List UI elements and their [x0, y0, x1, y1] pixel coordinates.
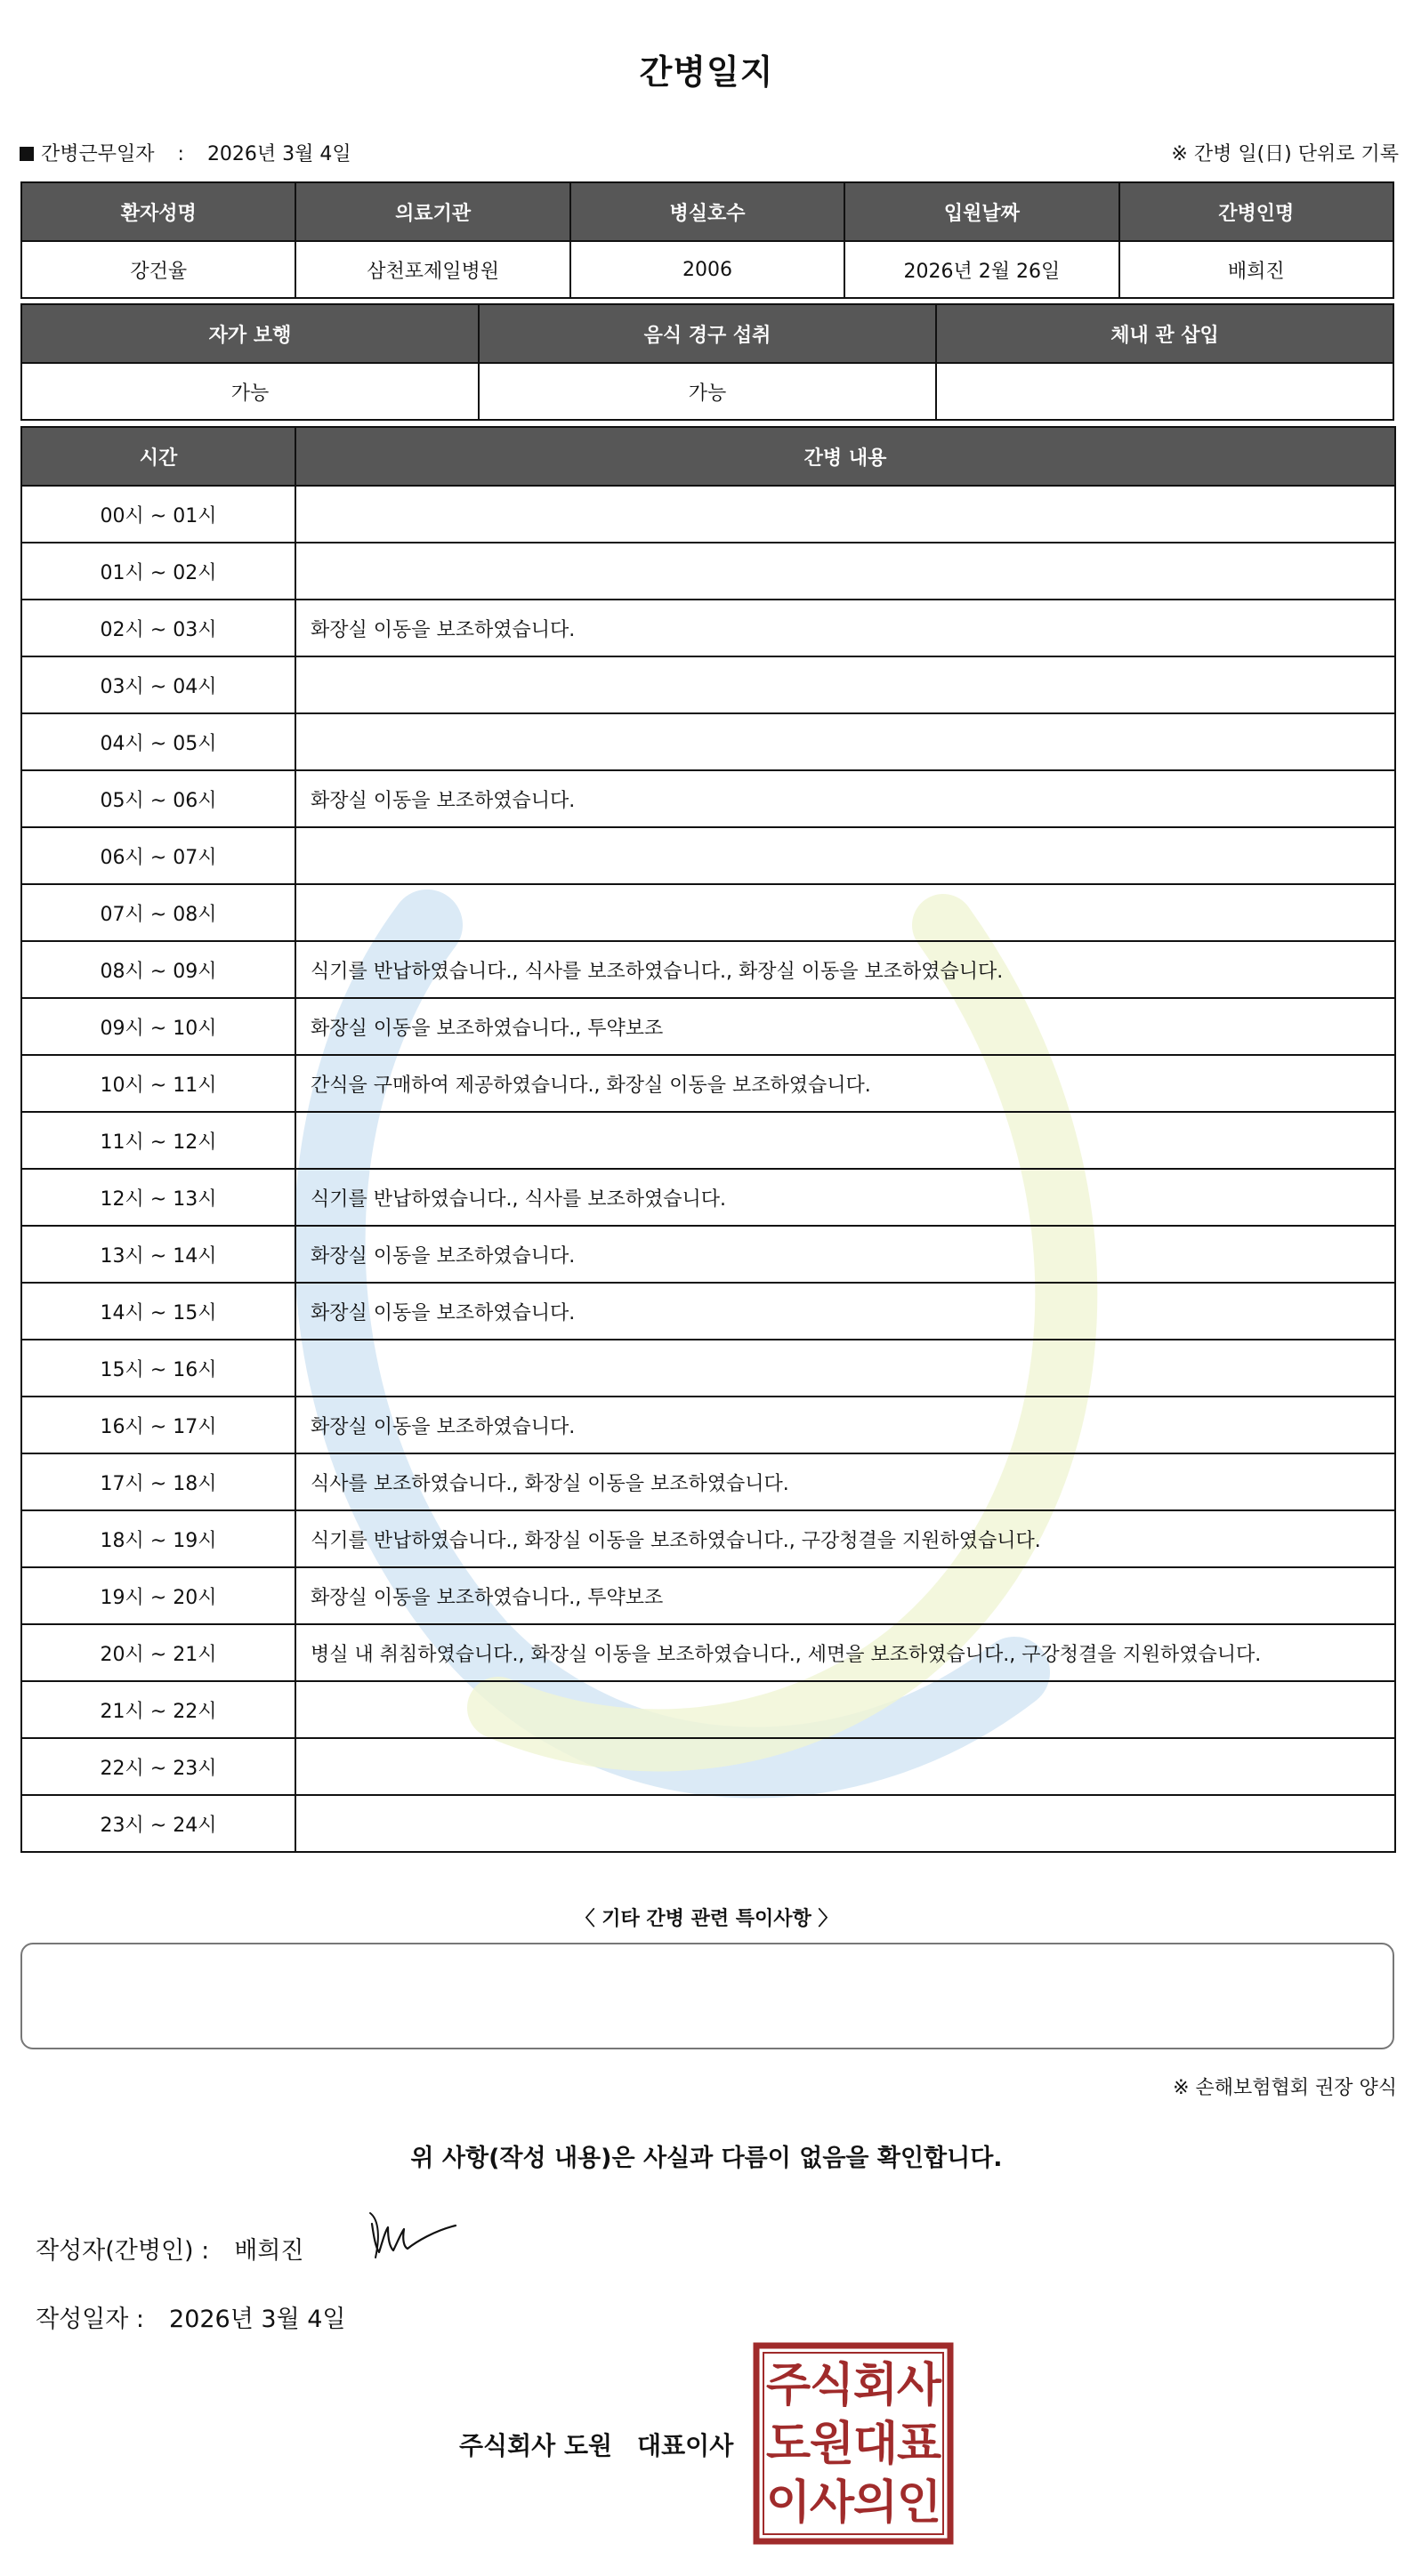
care-log-row — [21, 1340, 1395, 1397]
care-log-row — [21, 770, 1395, 827]
seal-character: 주 — [765, 2359, 811, 2412]
seal-character: 회 — [852, 2359, 899, 2412]
room-number: 2006 — [570, 241, 844, 298]
header-room-number: 병실호수 — [570, 182, 844, 241]
care-log-row — [21, 884, 1395, 941]
care-log-time: 14시 ~ 15시 — [21, 1283, 295, 1340]
tube-insertion-value — [936, 363, 1393, 420]
header-admission-date: 입원날짜 — [844, 182, 1118, 241]
care-log-row — [21, 1112, 1395, 1169]
header-self-walking: 자가 보행 — [21, 304, 479, 363]
care-log-content — [295, 1681, 1395, 1738]
company-seal-stamp — [753, 2342, 954, 2545]
company-name: 주식회사 도원 — [459, 2431, 613, 2460]
care-log-row — [21, 656, 1395, 713]
work-date-colon: : — [177, 143, 184, 165]
care-log-time: 21시 ~ 22시 — [21, 1681, 295, 1738]
seal-character: 사 — [809, 2476, 855, 2530]
patient-info-header-row — [21, 182, 1393, 241]
care-log-content — [295, 656, 1395, 713]
care-log-content: 화장실 이동을 보조하였습니다. — [295, 1226, 1395, 1283]
patient-status-value-row — [21, 363, 1393, 420]
care-log-content — [295, 713, 1395, 770]
care-log-time: 03시 ~ 04시 — [21, 656, 295, 713]
care-log-content: 화장실 이동을 보조하였습니다. — [295, 1397, 1395, 1453]
patient-status-table — [20, 303, 1394, 421]
care-log-time: 11시 ~ 12시 — [21, 1112, 295, 1169]
care-log-row — [21, 941, 1395, 998]
seal-character: 원 — [809, 2418, 855, 2471]
care-log-time: 01시 ~ 02시 — [21, 543, 295, 600]
signature-icon — [367, 2206, 460, 2270]
patient-info-table — [20, 181, 1394, 299]
write-date-label: 작성일자 : — [36, 2306, 145, 2333]
care-log-table — [20, 426, 1396, 1853]
care-log-row — [21, 1738, 1395, 1795]
care-log-content — [295, 1112, 1395, 1169]
care-log-time: 04시 ~ 05시 — [21, 713, 295, 770]
seal-character: 대 — [852, 2418, 899, 2471]
care-log-time: 16시 ~ 17시 — [21, 1397, 295, 1453]
care-log-content — [295, 1795, 1395, 1852]
care-log-row — [21, 1226, 1395, 1283]
record-note: ※ 간병 일(日) 단위로 기록 — [1171, 143, 1399, 165]
care-log-row — [21, 998, 1395, 1055]
care-log-row — [21, 1283, 1395, 1340]
care-log-content: 식기를 반납하였습니다., 식사를 보조하였습니다. — [295, 1169, 1395, 1226]
seal-character: 사 — [896, 2359, 942, 2412]
care-log-time: 18시 ~ 19시 — [21, 1510, 295, 1567]
square-bullet-icon — [20, 147, 34, 161]
care-log-time: 22시 ~ 23시 — [21, 1738, 295, 1795]
care-log-content — [295, 543, 1395, 600]
care-log-row — [21, 1681, 1395, 1738]
header-caregiver-name: 간병인명 — [1119, 182, 1393, 241]
care-log-time: 02시 ~ 03시 — [21, 600, 295, 656]
recommend-note: ※ 손해보험협회 권장 양식 — [1173, 2077, 1397, 2099]
work-date-value: 2026년 3월 4일 — [206, 143, 351, 165]
care-log-time: 10시 ~ 11시 — [21, 1055, 295, 1112]
work-date-label: 간병근무일자 — [41, 143, 155, 165]
care-log-content — [295, 486, 1395, 543]
care-log-content — [295, 827, 1395, 884]
care-log-time: 06시 ~ 07시 — [21, 827, 295, 884]
care-log-row — [21, 486, 1395, 543]
care-log-time: 09시 ~ 10시 — [21, 998, 295, 1055]
care-log-content: 병실 내 취침하였습니다., 화장실 이동을 보조하였습니다., 세면을 보조하였습니다., 구강청결을 지원하였습니다. — [295, 1624, 1395, 1681]
care-log-row — [21, 1567, 1395, 1624]
writer-name: 배희진 — [234, 2237, 304, 2265]
care-log-header-row — [21, 427, 1395, 486]
care-log-time: 19시 ~ 20시 — [21, 1567, 295, 1624]
care-log-time: 20시 ~ 21시 — [21, 1624, 295, 1681]
work-date-line — [20, 139, 351, 166]
writer-line — [36, 2231, 304, 2266]
document-title: 간병일지 — [639, 52, 774, 92]
care-log-row — [21, 1453, 1395, 1510]
write-date-line — [36, 2299, 346, 2334]
seal-character: 표 — [896, 2418, 942, 2471]
caregiver-name: 배희진 — [1119, 241, 1393, 298]
care-log-content: 화장실 이동을 보조하였습니다. — [295, 600, 1395, 656]
seal-character: 이 — [765, 2476, 811, 2530]
notes-box — [20, 1943, 1394, 2049]
care-log-content: 화장실 이동을 보조하였습니다., 투약보조 — [295, 998, 1395, 1055]
care-log-time: 07시 ~ 08시 — [21, 884, 295, 941]
write-date-value: 2026년 3월 4일 — [169, 2306, 346, 2333]
company-line — [459, 2427, 733, 2462]
care-log-content: 식기를 반납하였습니다., 식사를 보조하였습니다., 화장실 이동을 보조하였습니다. — [295, 941, 1395, 998]
care-log-time: 12시 ~ 13시 — [21, 1169, 295, 1226]
care-log-row — [21, 1397, 1395, 1453]
confirm-statement: 위 사항(작성 내용)은 사실과 다름이 없음을 확인합니다. — [410, 2145, 1003, 2172]
seal-character: 식 — [809, 2359, 855, 2412]
care-log-time: 15시 ~ 16시 — [21, 1340, 295, 1397]
care-log-content: 식기를 반납하였습니다., 화장실 이동을 보조하였습니다., 구강청결을 지원하였습니다. — [295, 1510, 1395, 1567]
writer-label: 작성자(간병인) : — [36, 2237, 210, 2265]
oral-intake-value: 가능 — [479, 363, 936, 420]
care-log-row — [21, 1795, 1395, 1852]
care-log-time: 08시 ~ 09시 — [21, 941, 295, 998]
self-walking-value: 가능 — [21, 363, 479, 420]
patient-status-header-row — [21, 304, 1393, 363]
care-log-row — [21, 1510, 1395, 1567]
header-patient-name: 환자성명 — [21, 182, 295, 241]
care-log-row — [21, 600, 1395, 656]
care-log-content: 화장실 이동을 보조하였습니다. — [295, 1283, 1395, 1340]
header-hospital: 의료기관 — [295, 182, 569, 241]
care-log-row — [21, 827, 1395, 884]
care-log-time: 05시 ~ 06시 — [21, 770, 295, 827]
care-log-content: 화장실 이동을 보조하였습니다., 투약보조 — [295, 1567, 1395, 1624]
care-log-content — [295, 1340, 1395, 1397]
hospital-name: 삼천포제일병원 — [295, 241, 569, 298]
seal-character: 도 — [765, 2418, 811, 2471]
patient-name: 강건율 — [21, 241, 295, 298]
care-log-row — [21, 1169, 1395, 1226]
care-log-row — [21, 713, 1395, 770]
care-log-content — [295, 1738, 1395, 1795]
notes-title: 〈 기타 간병 관련 특이사항 〉 — [575, 1908, 838, 1930]
care-log-content — [295, 884, 1395, 941]
care-log-time: 13시 ~ 14시 — [21, 1226, 295, 1283]
care-log-content: 간식을 구매하여 제공하였습니다., 화장실 이동을 보조하였습니다. — [295, 1055, 1395, 1112]
care-log-content: 화장실 이동을 보조하였습니다. — [295, 770, 1395, 827]
care-log-time: 00시 ~ 01시 — [21, 486, 295, 543]
care-log-row — [21, 1055, 1395, 1112]
header-tube-insertion: 체내 관 삽입 — [936, 304, 1393, 363]
care-log-row — [21, 1624, 1395, 1681]
header-oral-intake: 음식 경구 섭취 — [479, 304, 936, 363]
company-ceo-title: 대표이사 — [637, 2431, 734, 2460]
seal-character: 인 — [896, 2476, 942, 2530]
header-time: 시간 — [21, 427, 295, 486]
seal-character: 의 — [852, 2476, 899, 2530]
header-care-content: 간병 내용 — [295, 427, 1395, 486]
care-log-content: 식사를 보조하였습니다., 화장실 이동을 보조하였습니다. — [295, 1453, 1395, 1510]
patient-info-value-row — [21, 241, 1393, 298]
admission-date: 2026년 2월 26일 — [844, 241, 1118, 298]
care-log-time: 23시 ~ 24시 — [21, 1795, 295, 1852]
care-log-time: 17시 ~ 18시 — [21, 1453, 295, 1510]
care-log-row — [21, 543, 1395, 600]
